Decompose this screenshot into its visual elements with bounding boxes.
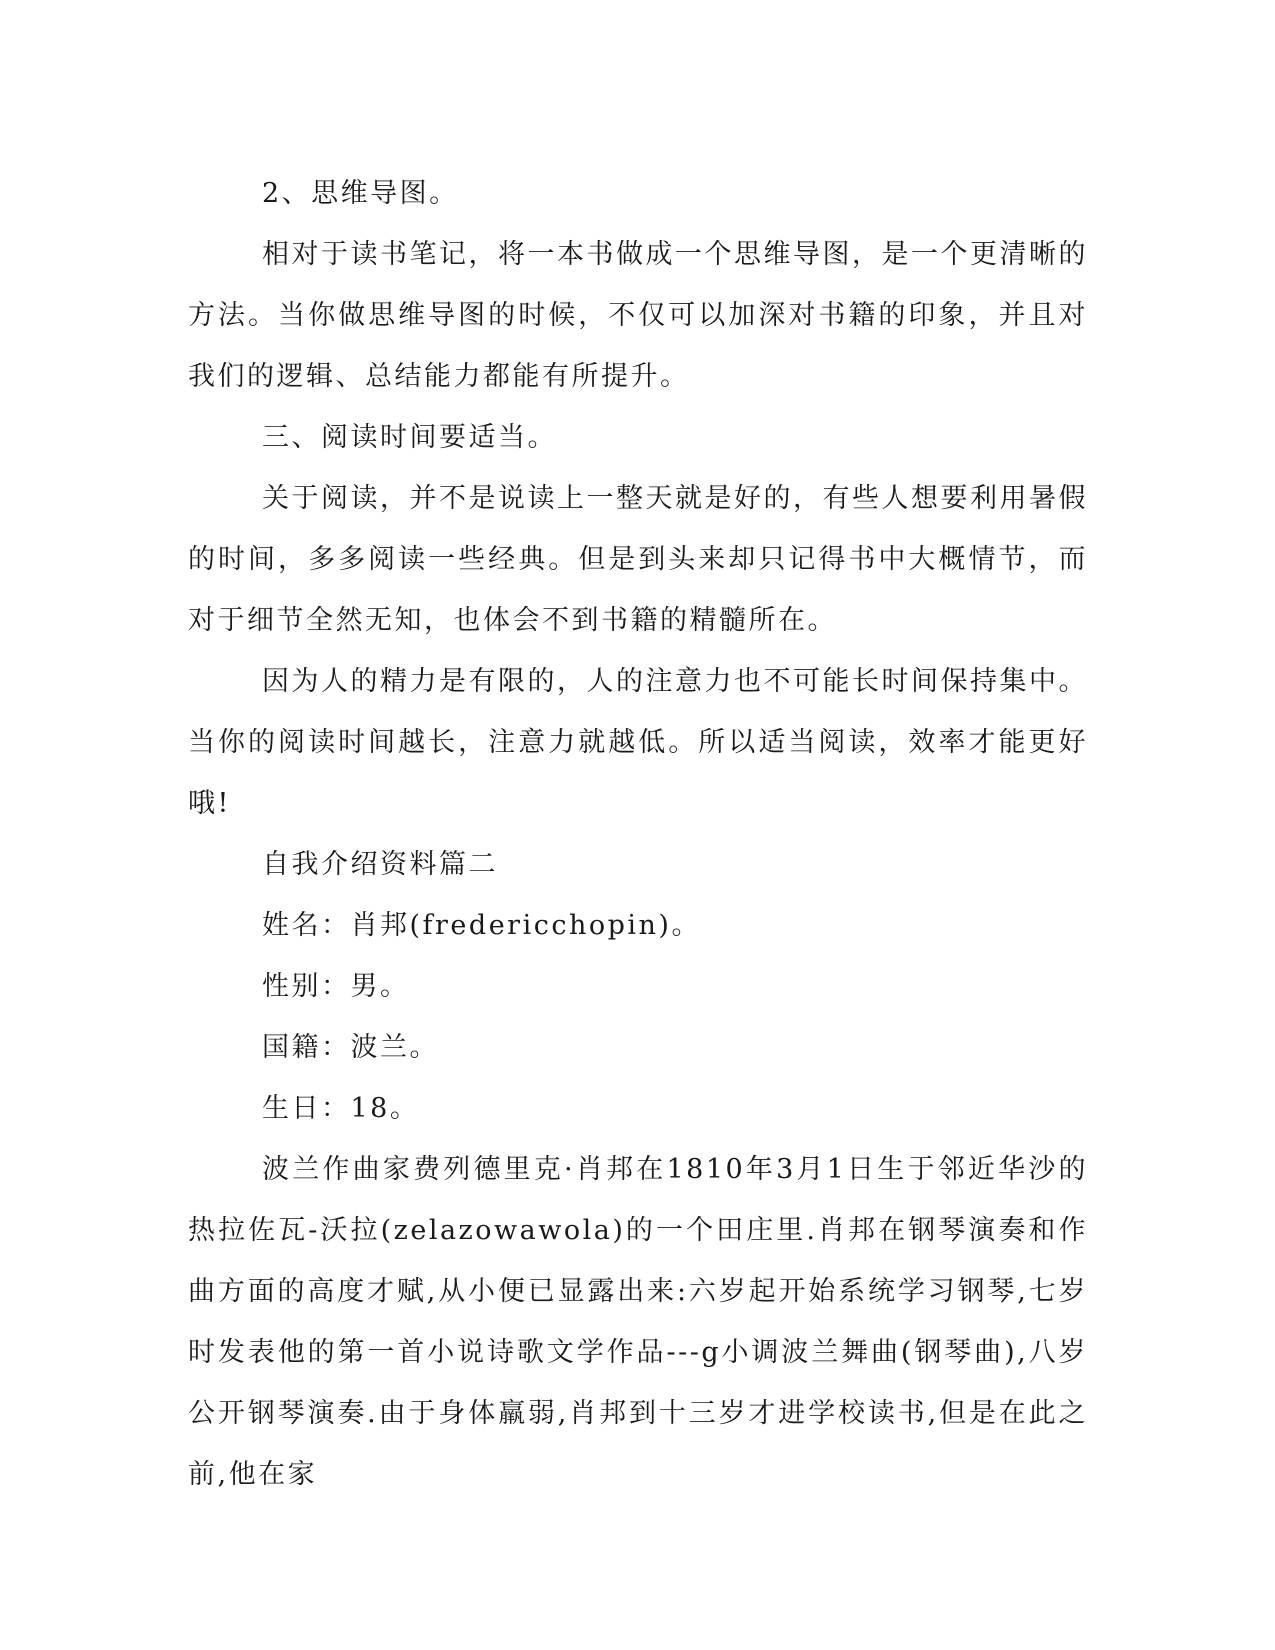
document-body xyxy=(188,163,1088,1505)
field-nationality: 国籍：波兰。 xyxy=(262,1032,439,1063)
field-birthday: 生日：18。 xyxy=(262,1093,420,1124)
field-name: 姓名：肖邦(fredericchopin)。 xyxy=(262,910,701,941)
paragraph-reading-time-2: 因为人的精力是有限的，人的注意力也不可能长时间保持集中。当你的阅读时间越长，注意力就越低。所以适当阅读，效率才能更好哦! xyxy=(188,666,1088,819)
heading-self-intro: 自我介绍资料篇二 xyxy=(262,849,498,880)
paragraph-biography: 波兰作曲家费列德里克·肖邦在1810年3月1日生于邻近华沙的热拉佐瓦-沃拉(zelazowawola)的一个田庄里.肖邦在钢琴演奏和作曲方面的高度才赋,从小便已显露出来:六岁起开始系统学习钢琴,七岁时发表他的第一首小说诗歌文学作品---g小调波兰舞曲(钢琴曲),八岁公开钢琴演奏.由于身体羸弱,肖邦到十三岁才进学校读书,但是在此之前,他在家 xyxy=(188,1154,1088,1490)
heading-reading-time: 三、阅读时间要适当。 xyxy=(262,422,557,453)
paragraph-reading-time-1: 关于阅读，并不是说读上一整天就是好的，有些人想要利用暑假的时间，多多阅读一些经典。但是到头来却只记得书中大概情节，而对于细节全然无知，也体会不到书籍的精髓所在。 xyxy=(188,483,1088,636)
field-gender: 性别：男。 xyxy=(262,971,410,1002)
paragraph-mind-map: 相对于读书笔记，将一本书做成一个思维导图，是一个更清晰的方法。当你做思维导图的时候，不仅可以加深对书籍的印象，并且对我们的逻辑、总结能力都能有所提升。 xyxy=(188,239,1088,392)
heading-mind-map: 2、思维导图。 xyxy=(262,178,459,209)
